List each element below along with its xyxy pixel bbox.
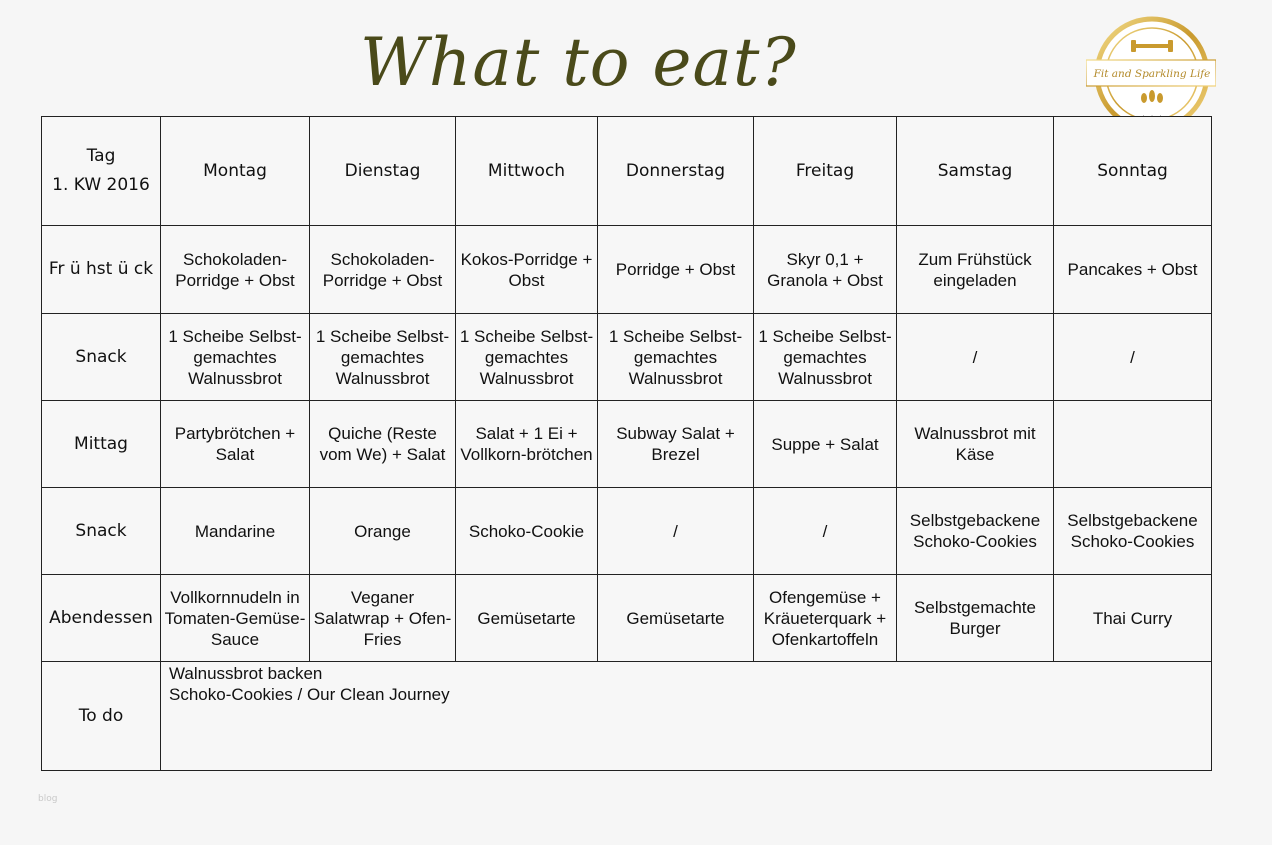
meal-cell: Veganer Salatwrap + Ofen-Fries	[310, 575, 456, 662]
meal-cell: Selbstgebackene Schoko-Cookies	[897, 488, 1054, 575]
meal-cell: Ofengemüse + Kräueterquark + Ofenkartoffeln	[754, 575, 897, 662]
todo-label: To do	[42, 662, 161, 771]
day-header: Dienstag	[310, 117, 456, 226]
week-value: 1. KW 2016	[52, 175, 150, 195]
meal-cell: Schokoladen-Porridge + Obst	[161, 226, 310, 314]
row-label: Snack	[42, 488, 161, 575]
day-header: Samstag	[897, 117, 1054, 226]
week-label: Tag	[86, 146, 116, 166]
meal-cell: Thai Curry	[1054, 575, 1212, 662]
day-header: Montag	[161, 117, 310, 226]
day-header: Freitag	[754, 117, 897, 226]
meal-cell: Kokos-Porridge + Obst	[456, 226, 598, 314]
meal-cell: 1 Scheibe Selbst-gemachtes Walnussbrot	[598, 314, 754, 401]
row-label: Abendessen	[42, 575, 161, 662]
meal-cell: Subway Salat + Brezel	[598, 401, 754, 488]
todo-notes	[161, 662, 1212, 771]
day-header: Sonntag	[1054, 117, 1212, 226]
row-label: Mittag	[42, 401, 161, 488]
meal-cell: /	[897, 314, 1054, 401]
meal-cell: Gemüsetarte	[456, 575, 598, 662]
todo-row	[42, 662, 1212, 771]
meal-cell: Walnussbrot mit Käse	[897, 401, 1054, 488]
meal-cell: Orange	[310, 488, 456, 575]
meal-cell: Partybrötchen + Salat	[161, 401, 310, 488]
day-header: Mittwoch	[456, 117, 598, 226]
meal-cell	[1054, 401, 1212, 488]
meal-plan-table	[41, 116, 1212, 771]
row-label: Fr ü hst ü ck	[42, 226, 161, 314]
meal-cell: /	[598, 488, 754, 575]
meal-cell: Gemüsetarte	[598, 575, 754, 662]
meal-cell: Suppe + Salat	[754, 401, 897, 488]
week-cell	[42, 117, 161, 226]
meal-cell: Schokoladen-Porridge + Obst	[310, 226, 456, 314]
meal-row-snack-afternoon	[42, 488, 1212, 575]
meal-row-breakfast	[42, 226, 1212, 314]
todo-line: Walnussbrot backen	[169, 664, 323, 683]
meal-cell: Vollkornnudeln in Tomaten-Gemüse-Sauce	[161, 575, 310, 662]
meal-cell: 1 Scheibe Selbst-gemachtes Walnussbrot	[161, 314, 310, 401]
page-title: What to eat?	[360, 24, 797, 101]
meal-cell: /	[754, 488, 897, 575]
meal-cell: Zum Frühstück eingeladen	[897, 226, 1054, 314]
day-header: Donnerstag	[598, 117, 754, 226]
todo-line: Schoko-Cookies / Our Clean Journey	[169, 685, 450, 704]
meal-cell: 1 Scheibe Selbst-gemachtes Walnussbrot	[754, 314, 897, 401]
meal-cell: 1 Scheibe Selbst-gemachtes Walnussbrot	[310, 314, 456, 401]
meal-cell: Quiche (Reste vom We) + Salat	[310, 401, 456, 488]
meal-cell: /	[1054, 314, 1212, 401]
meal-cell: Skyr 0,1 + Granola + Obst	[754, 226, 897, 314]
meal-row-dinner	[42, 575, 1212, 662]
fit-sparkling-life-logo	[1086, 16, 1216, 132]
meal-cell: 1 Scheibe Selbst-gemachtes Walnussbrot	[456, 314, 598, 401]
meal-cell: Selbstgebackene Schoko-Cookies	[1054, 488, 1212, 575]
meal-cell: Porridge + Obst	[598, 226, 754, 314]
svg-text:Fit and Sparkling Life: Fit and Sparkling Life	[1093, 68, 1211, 80]
meal-cell: Mandarine	[161, 488, 310, 575]
row-label: Snack	[42, 314, 161, 401]
meal-row-snack-morning	[42, 314, 1212, 401]
watermark: blog	[38, 794, 58, 804]
meal-cell: Salat + 1 Ei + Vollkorn-brötchen	[456, 401, 598, 488]
meal-cell: Selbstgemachte Burger	[897, 575, 1054, 662]
meal-cell: Schoko-Cookie	[456, 488, 598, 575]
header-row	[42, 117, 1212, 226]
meal-cell: Pancakes + Obst	[1054, 226, 1212, 314]
meal-row-lunch	[42, 401, 1212, 488]
